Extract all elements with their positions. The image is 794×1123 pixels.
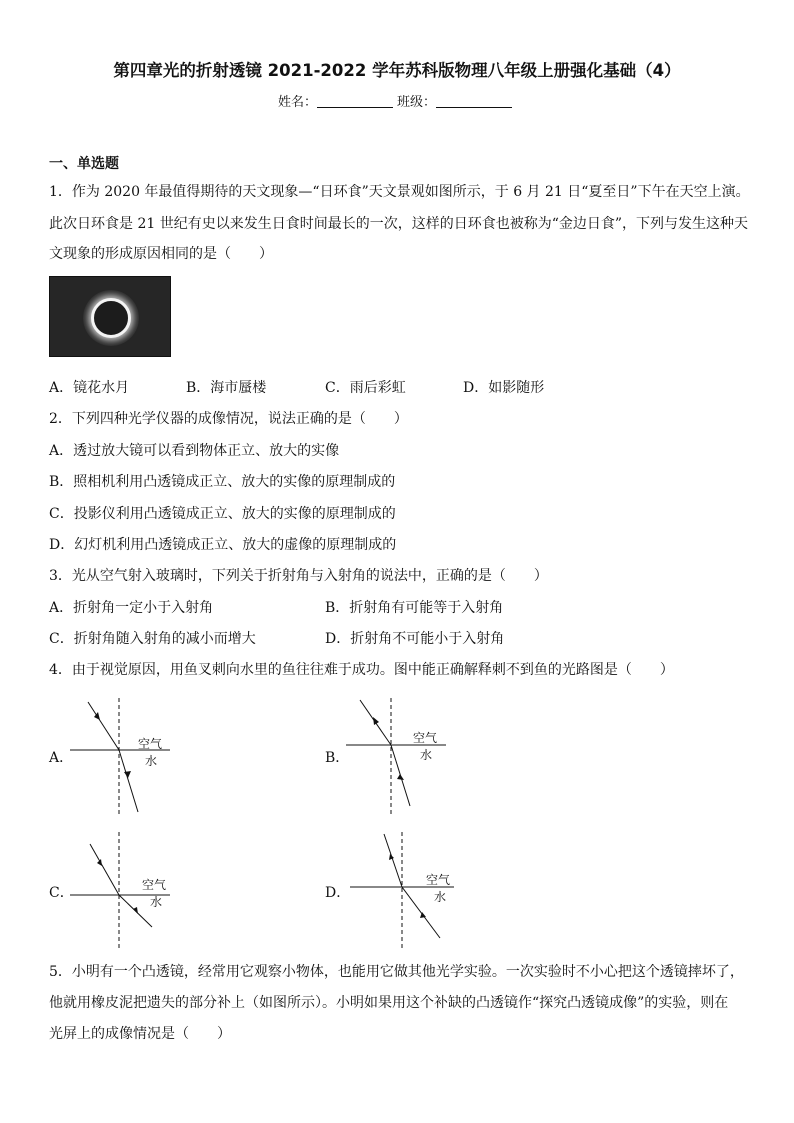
q4-option-d[interactable]: D．: [325, 885, 351, 901]
q1-option-d[interactable]: D．如影随形: [463, 380, 545, 396]
incident-ray: [90, 844, 119, 895]
name-blank[interactable]: [317, 95, 393, 108]
incident-ray: [88, 702, 119, 750]
air-label: 空气: [142, 878, 167, 892]
student-info: [0, 91, 794, 110]
page-title: 第四章光的折射透镜 2021-2022 学年苏科版物理八年级上册强化基础（4）: [113, 61, 681, 80]
ray-diagram-a: [70, 698, 180, 816]
q2-option-d[interactable]: D．幻灯机利用凸透镜成正立、放大的虚像的原理制成的: [49, 537, 397, 553]
water-label: 水: [434, 890, 447, 904]
ray-diagram-c: [70, 832, 180, 948]
refracted-ray: [384, 834, 402, 887]
q4-option-a[interactable]: A．: [49, 750, 74, 766]
air-label: 空气: [413, 731, 438, 745]
q1-option-b[interactable]: B．海市蜃楼: [186, 380, 267, 396]
arrow-head-icon: [397, 774, 404, 780]
q3-option-a[interactable]: A．折射角一定小于入射角: [49, 600, 214, 616]
air-label: 空气: [426, 873, 451, 887]
arrow-head-icon: [124, 771, 131, 778]
q3-option-d[interactable]: D．折射角不可能小于入射角: [325, 631, 505, 647]
q4-stem: 4．由于视觉原因，用鱼叉刺向水里的鱼往往难于成功。图中能正确解释刺不到鱼的光路图是（ ）: [49, 662, 674, 678]
q5-line-3: 光屏上的成像情况是（ ）: [49, 1026, 231, 1042]
q1-option-a[interactable]: A．镜花水月: [49, 380, 130, 396]
ray-diagram-b: [346, 698, 456, 816]
q1-option-c[interactable]: C．雨后彩虹: [325, 380, 406, 396]
q5-line-1: 5．小明有一个凸透镜，经常用它观察小物体，也能用它做其他光学实验。一次实验时不小心把这个透镜摔坏了，: [49, 964, 744, 980]
q3-option-b[interactable]: B．折射角有可能等于入射角: [325, 600, 504, 616]
section-heading: 一、单选题: [49, 156, 119, 172]
q4-option-b[interactable]: B．: [325, 750, 350, 766]
water-label: 水: [420, 748, 433, 762]
q2-option-a[interactable]: A．透过放大镜可以看到物体正立、放大的实像: [49, 443, 340, 459]
class-label: 班级：: [397, 95, 437, 110]
q1-line-2: 此次日环食是 21 世纪有史以来发生日食时间最长的一次，这样的日环食也被称为“金边日食”，下列与发生这种天: [49, 216, 749, 232]
q2-stem: 2．下列四种光学仪器的成像情况，说法正确的是（ ）: [49, 411, 408, 427]
class-blank[interactable]: [436, 95, 512, 108]
q4-option-c[interactable]: C．: [49, 885, 74, 901]
arrow-head-icon: [373, 717, 379, 725]
water-label: 水: [150, 895, 163, 909]
annular-ring: [91, 298, 131, 338]
name-label: 姓名：: [277, 95, 317, 110]
q3-option-c[interactable]: C．折射角随入射角的减小而增大: [49, 631, 256, 647]
q1-line-3: 文现象的形成原因相同的是（ ）: [49, 246, 273, 262]
q2-option-b[interactable]: B．照相机利用凸透镜成正立、放大的实像的原理制成的: [49, 474, 396, 490]
ray-diagram-d: [350, 832, 460, 948]
air-label: 空气: [138, 737, 163, 751]
solar-eclipse-image: [49, 276, 171, 357]
refracted-ray: [119, 750, 138, 812]
q1-line-1: 1．作为 2020 年最值得期待的天文现象—“日环食”天文景观如图所示，于 6 月 21 日“夏至日”下午在天空上演。: [49, 184, 750, 200]
q2-option-c[interactable]: C．投影仪利用凸透镜成正立、放大的实像的原理制成的: [49, 506, 396, 522]
water-label: 水: [145, 754, 158, 768]
q5-line-2: 他就用橡皮泥把遗失的部分补上（如图所示）。小明如果用这个补缺的凸透镜作“探究凸透镜成像”的实验，则在: [49, 995, 729, 1011]
arrow-head-icon: [133, 907, 138, 914]
q3-stem: 3．光从空气射入玻璃时，下列关于折射角与入射角的说法中，正确的是（ ）: [49, 568, 548, 584]
